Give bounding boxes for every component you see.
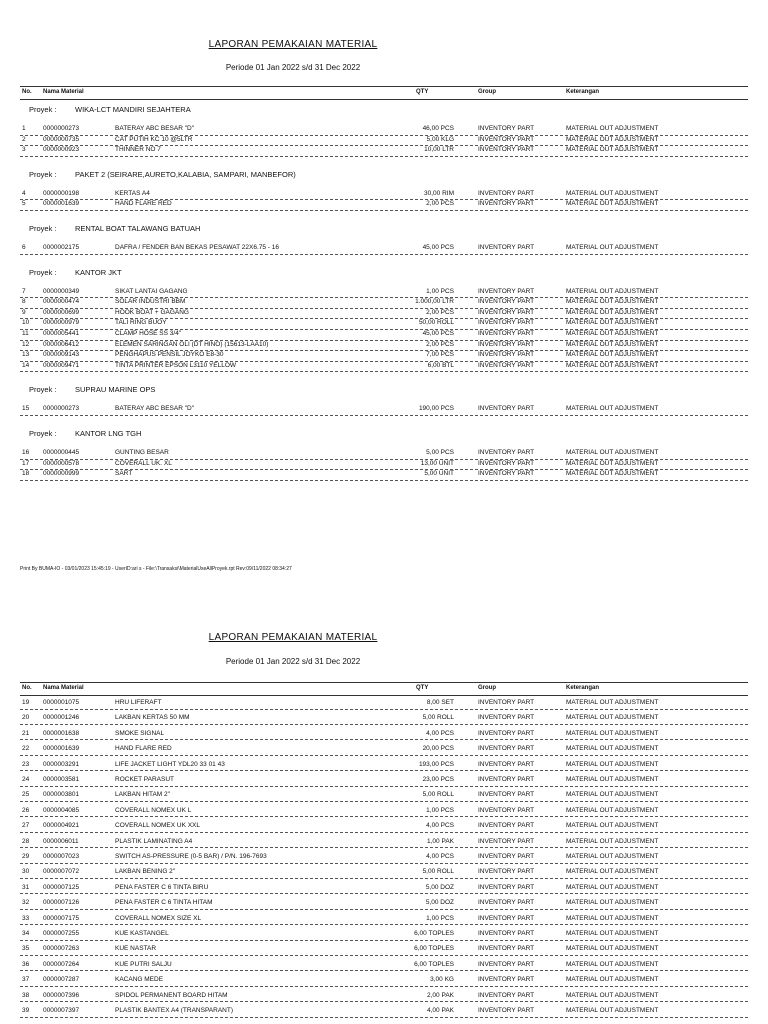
row-no: 20 [22, 714, 30, 722]
row-no: 39 [22, 1007, 30, 1014]
note-value: MATERIAL OUT ADJUSTMENT [566, 340, 659, 348]
row-no: 21 [22, 729, 30, 737]
material-code: 0000007175 [43, 914, 80, 922]
material-code: 0000007264 [43, 960, 80, 968]
qty-value: 5,00 ROLL [422, 868, 454, 876]
table-row [20, 837, 748, 849]
material-code: 0000007255 [43, 930, 80, 937]
material-name: ROCKET PARASUT [115, 776, 174, 783]
table-header [20, 86, 748, 100]
material-code: 0000009143 [43, 351, 80, 359]
row-no: 38 [22, 991, 30, 999]
material-name: HAND FLARE RED [115, 745, 172, 753]
material-name: KERTAS A4 [115, 189, 150, 197]
row-no: 8 [22, 298, 26, 306]
note-value: MATERIAL OUT ADJUSTMENT [566, 868, 659, 876]
group-value: INVENTORY PART [478, 776, 535, 783]
qty-value: 193,00 PCS [418, 760, 454, 768]
report-period: Periode 01 Jan 2022 s/d 31 Dec 2022 [225, 63, 361, 72]
qty-value: 13,00 UNIT [420, 459, 454, 467]
qty-value: 4,00 PCS [426, 822, 454, 830]
note-value: MATERIAL OUT ADJUSTMENT [566, 319, 659, 327]
material-name: PLASTIK LAMINATING A4 [115, 837, 193, 845]
print-footer: Print By BUMA-IO - 03/01/2023 15:45:19 - UserID:ari s - File:\Transaksi\MaterialUseAllProyek.rpt Rev:09/11/2022 08:34:27 [20, 566, 292, 572]
project-heading [29, 105, 191, 114]
project-name: KANTOR JKT [75, 267, 122, 277]
qty-value: 5,00 ROLL [422, 791, 454, 799]
group-value: INVENTORY PART [478, 822, 535, 830]
material-code: 0000007397 [43, 1007, 80, 1014]
table-row [20, 944, 748, 956]
qty-value: 2,00 PCS [426, 308, 454, 316]
table-row [20, 361, 748, 373]
material-code: 0000000578 [43, 459, 80, 467]
row-no: 32 [22, 899, 30, 907]
qty-value: 8,00 SET [426, 699, 454, 706]
project-label: Proyek : [29, 224, 57, 233]
table-row [20, 744, 748, 756]
material-name: KUE NASTAR [115, 945, 157, 953]
group-value: INVENTORY PART [478, 791, 535, 799]
note-value: MATERIAL OUT ADJUSTMENT [566, 189, 659, 197]
table-row [20, 852, 748, 864]
col-note-header: Keterangan [566, 89, 600, 95]
row-no: 14 [22, 361, 30, 369]
row-no: 1 [22, 125, 26, 132]
row-no: 28 [22, 837, 30, 845]
col-name-header: Nama Material [43, 89, 84, 95]
qty-value: 20,00 PCS [422, 745, 454, 753]
table-row [20, 821, 748, 833]
group-value: INVENTORY PART [478, 287, 535, 295]
group-value: INVENTORY PART [478, 330, 535, 337]
group-value: INVENTORY PART [478, 991, 535, 999]
material-name: SIKAT LANTAI GAGANG [115, 287, 188, 295]
material-code: 0000001246 [43, 714, 80, 722]
col-qty-header: QTY [416, 89, 429, 95]
material-code: 0000000979 [43, 319, 80, 327]
material-code: 0000006011 [43, 837, 79, 845]
material-code: 0000000198 [43, 189, 80, 197]
qty-value: 45,00 PCS [422, 244, 454, 251]
row-no: 2 [22, 135, 26, 143]
material-name: LIFE JACKET LIGHT YDL20 33 01 43 [115, 760, 225, 768]
material-code: 0000007263 [43, 945, 80, 953]
row-no: 35 [22, 945, 30, 953]
table-header [20, 682, 748, 696]
table-row [20, 867, 748, 879]
qty-value: 2,00 PCS [426, 340, 454, 348]
table-row [20, 975, 748, 987]
qty-value: 6,00 TOPLES [414, 930, 454, 937]
material-name: BATERAY ABC BESAR "D" [115, 405, 195, 413]
material-name: COVERALL NOMEX UK XXL [115, 822, 201, 830]
note-value: MATERIAL OUT ADJUSTMENT [566, 806, 659, 814]
table-row [20, 991, 748, 1003]
row-no: 13 [22, 351, 30, 359]
project-heading [29, 385, 155, 394]
note-value: MATERIAL OUT ADJUSTMENT [566, 745, 659, 753]
report-title: LAPORAN PEMAKAIAN MATERIAL [208, 39, 378, 50]
material-code: 0000000445 [43, 449, 80, 456]
material-code: 0000009471 [43, 361, 80, 369]
material-code: 0000004921 [43, 822, 80, 830]
qty-value: 190,00 PCS [418, 405, 454, 413]
group-value: INVENTORY PART [478, 361, 535, 369]
material-code: 0000003291 [43, 760, 80, 768]
material-name: PENA FASTER C 6 TINTA HITAM [115, 899, 213, 907]
project-label: Proyek : [29, 267, 57, 277]
table-row [20, 760, 748, 772]
project-heading [29, 224, 200, 233]
note-value: MATERIAL OUT ADJUSTMENT [566, 914, 659, 922]
table-row [20, 713, 748, 725]
col-qty-header: QTY [416, 685, 429, 691]
note-value: MATERIAL OUT ADJUSTMENT [566, 287, 659, 295]
material-name: PLASTIK BANTEX A4 (TRANSPARANT) [115, 1007, 233, 1014]
note-value: MATERIAL OUT ADJUSTMENT [566, 976, 659, 984]
material-code: 0000003801 [43, 791, 80, 799]
note-value: MATERIAL OUT ADJUSTMENT [566, 125, 659, 132]
qty-value: 6,00 BTL [427, 361, 454, 369]
project-label: Proyek : [29, 429, 57, 438]
note-value: MATERIAL OUT ADJUSTMENT [566, 1007, 659, 1014]
material-name: SMOKE SIGNAL [115, 729, 165, 737]
row-no: 37 [22, 976, 30, 984]
note-value: MATERIAL OUT ADJUSTMENT [566, 960, 659, 968]
report-title: LAPORAN PEMAKAIAN MATERIAL [208, 632, 378, 643]
row-no: 25 [22, 791, 30, 799]
group-value: INVENTORY PART [478, 200, 535, 208]
row-no: 33 [22, 914, 30, 922]
material-name: SART [115, 470, 133, 478]
row-no: 7 [22, 287, 26, 295]
material-name: HRU LIFERAFT [115, 699, 162, 706]
material-name: KUE PUTRI SALJU [115, 960, 172, 968]
row-no: 30 [22, 868, 30, 876]
material-code: 0000000735 [43, 135, 80, 143]
note-value: MATERIAL OUT ADJUSTMENT [566, 298, 659, 306]
note-value: MATERIAL OUT ADJUSTMENT [566, 330, 659, 337]
group-value: INVENTORY PART [478, 837, 535, 845]
project-name: PAKET 2 (SEIRARE,AURETO,KALABIA, SAMPARI, MANBEFOR) [75, 169, 296, 179]
row-no: 36 [22, 960, 30, 968]
material-code: 0000005441 [43, 330, 80, 337]
qty-value: 2,00 PCS [426, 200, 454, 208]
group-value: INVENTORY PART [478, 319, 535, 327]
table-row [20, 790, 748, 802]
project-name: WIKA-LCT MANDIRI SEJAHTERA [75, 105, 191, 114]
qty-value: 45,00 PCS [422, 330, 454, 337]
table-row [20, 199, 748, 211]
table-row [20, 145, 748, 157]
qty-value: 50,00 ROLL [418, 319, 454, 327]
col-name-header: Nama Material [43, 685, 84, 691]
note-value: MATERIAL OUT ADJUSTMENT [566, 760, 659, 768]
note-value: MATERIAL OUT ADJUSTMENT [566, 351, 659, 359]
project-name: SUPRAU MARINE OPS [75, 385, 156, 395]
table-row [20, 929, 748, 941]
group-value: INVENTORY PART [478, 470, 535, 478]
group-value: INVENTORY PART [478, 298, 535, 306]
qty-value: 5,00 UNIT [424, 470, 454, 478]
note-value: MATERIAL OUT ADJUSTMENT [566, 930, 659, 937]
group-value: INVENTORY PART [478, 945, 535, 953]
group-value: INVENTORY PART [478, 806, 535, 814]
note-value: MATERIAL OUT ADJUSTMENT [566, 714, 659, 722]
table-row [20, 775, 748, 787]
material-name: KUE KASTANGEL [115, 930, 169, 937]
note-value: MATERIAL OUT ADJUSTMENT [566, 200, 659, 208]
col-no-header: No. [22, 89, 32, 95]
material-code: 0000007125 [43, 883, 80, 891]
project-label: Proyek : [29, 105, 57, 114]
group-value: INVENTORY PART [478, 1007, 535, 1014]
material-code: 0000000474 [43, 298, 80, 306]
material-code: 0000007126 [43, 899, 80, 907]
group-value: INVENTORY PART [478, 699, 535, 706]
table-row [20, 883, 748, 895]
qty-value: 7,00 PCS [426, 351, 454, 359]
note-value: MATERIAL OUT ADJUSTMENT [566, 135, 659, 143]
table-row [20, 729, 748, 741]
material-name: PENGHAPUS PENSIL JOYKO E8-30 [115, 351, 224, 359]
row-no: 31 [22, 883, 30, 891]
row-no: 18 [22, 470, 30, 478]
qty-value: 5,00 ROLL [422, 714, 454, 722]
material-name: PENA FASTER C 6 TINTA BIRU [115, 883, 209, 891]
group-value: INVENTORY PART [478, 459, 535, 467]
table-row [20, 243, 748, 255]
group-value: INVENTORY PART [478, 729, 535, 737]
material-name: KACANG MEDE [115, 976, 164, 984]
table-row [20, 914, 748, 926]
material-code: 0000000923 [43, 146, 80, 154]
row-no: 3 [22, 146, 26, 154]
qty-value: 1,00 PAK [427, 837, 454, 845]
table-row [20, 698, 748, 710]
note-value: MATERIAL OUT ADJUSTMENT [566, 146, 659, 154]
note-value: MATERIAL OUT ADJUSTMENT [566, 308, 659, 316]
note-value: MATERIAL OUT ADJUSTMENT [566, 945, 659, 953]
row-no: 5 [22, 200, 26, 208]
material-name: COVERALL UK. XL [115, 459, 172, 467]
material-code: 0000004085 [43, 806, 80, 814]
row-no: 16 [22, 449, 30, 456]
material-code: 0000002175 [43, 244, 80, 251]
material-name: COVERALL NOMEX SIZE XL [115, 914, 202, 922]
material-name: CAT PUTIH KC 10 @5LTR [115, 135, 193, 143]
qty-value: 23,00 PCS [422, 776, 454, 783]
material-code: 0000000273 [43, 125, 80, 132]
qty-value: 5,00 DOZ [425, 899, 454, 907]
material-name: ELEMEN SARINGAN OLI (DT HINO) (15613-LAA10) [115, 340, 269, 348]
material-name: COVERALL NOMEX UK L [115, 806, 192, 814]
row-no: 26 [22, 806, 30, 814]
group-value: INVENTORY PART [478, 760, 535, 768]
qty-value: 5,00 KLG [426, 135, 454, 143]
material-code: 0000000699 [43, 308, 80, 316]
note-value: MATERIAL OUT ADJUSTMENT [566, 837, 659, 845]
material-code: 0000001638 [43, 729, 80, 737]
row-no: 29 [22, 853, 30, 860]
material-name: HOOK BOAT + GAGANG [115, 308, 189, 316]
qty-value: 1,00 PCS [426, 914, 454, 922]
group-value: INVENTORY PART [478, 351, 535, 359]
table-row [20, 1006, 748, 1018]
row-no: 27 [22, 822, 30, 830]
group-value: INVENTORY PART [478, 449, 535, 456]
material-code: 0000007023 [43, 853, 80, 860]
material-name: CLAMP HOSE SS 3/4" [115, 330, 182, 337]
group-value: INVENTORY PART [478, 883, 535, 891]
material-name: SPIDOL PERMANENT BOARD HITAM [115, 991, 228, 999]
note-value: MATERIAL OUT ADJUSTMENT [566, 899, 659, 907]
table-row [20, 404, 748, 416]
group-value: INVENTORY PART [478, 146, 535, 154]
material-name: LAKBAN BENING 2" [115, 868, 176, 876]
qty-value: 10,00 LTR [424, 146, 454, 154]
qty-value: 5,00 DOZ [425, 883, 454, 891]
table-row [20, 960, 748, 972]
project-name: RENTAL BOAT TALAWANG BATUAH [75, 224, 201, 233]
group-value: INVENTORY PART [478, 405, 535, 413]
qty-value: 5,00 PCS [426, 449, 454, 456]
group-value: INVENTORY PART [478, 244, 535, 251]
material-code: 0000007287 [43, 976, 80, 984]
qty-value: 4,00 PCS [426, 729, 454, 737]
col-group-header: Group [478, 685, 496, 691]
material-code: 0000007396 [43, 991, 80, 999]
material-name: BATERAY ABC BESAR "D" [115, 125, 195, 132]
group-value: INVENTORY PART [478, 189, 535, 197]
note-value: MATERIAL OUT ADJUSTMENT [566, 405, 659, 413]
material-code: 0000000999 [43, 470, 80, 478]
group-value: INVENTORY PART [478, 308, 535, 316]
note-value: MATERIAL OUT ADJUSTMENT [566, 791, 659, 799]
group-value: INVENTORY PART [478, 930, 535, 937]
qty-value: 2,00 PAK [427, 991, 454, 999]
row-no: 6 [22, 244, 26, 251]
material-name: SWITCH AS-PRESSURE (0-5 BAR) / P/N. 196-7693 [115, 853, 267, 860]
project-label: Proyek : [29, 169, 57, 179]
project-heading [29, 429, 141, 438]
row-no: 12 [22, 340, 30, 348]
material-code: 0000006412 [43, 340, 80, 348]
material-code: 0000000349 [43, 287, 80, 295]
group-value: INVENTORY PART [478, 745, 535, 753]
note-value: MATERIAL OUT ADJUSTMENT [566, 361, 659, 369]
col-group-header: Group [478, 89, 496, 95]
note-value: MATERIAL OUT ADJUSTMENT [566, 991, 659, 999]
material-code: 0000000273 [43, 405, 80, 413]
qty-value: 1.000,00 LTR [415, 298, 454, 306]
qty-value: 4,00 PCS [426, 853, 454, 860]
qty-value: 1,00 PCS [426, 287, 454, 295]
material-code: 0000003581 [43, 776, 80, 783]
row-no: 10 [22, 319, 30, 327]
table-row [20, 806, 748, 818]
note-value: MATERIAL OUT ADJUSTMENT [566, 822, 659, 830]
report-period: Periode 01 Jan 2022 s/d 31 Dec 2022 [225, 657, 361, 666]
qty-value: 1,00 PCS [426, 806, 454, 814]
note-value: MATERIAL OUT ADJUSTMENT [566, 883, 659, 891]
group-value: INVENTORY PART [478, 914, 535, 922]
material-name: LAKBAN KERTAS 50 MM [115, 714, 190, 722]
material-name: SOLAR INDUSTRI BBM [115, 298, 186, 306]
table-row [20, 898, 748, 910]
project-name: KANTOR LNG TGH [75, 429, 142, 438]
note-value: MATERIAL OUT ADJUSTMENT [566, 244, 659, 251]
qty-value: 4,00 PAK [427, 1007, 454, 1014]
qty-value: 46,00 PCS [422, 125, 454, 132]
group-value: INVENTORY PART [478, 899, 535, 907]
note-value: MATERIAL OUT ADJUSTMENT [566, 699, 659, 706]
material-name: GUNTING BESAR [115, 449, 169, 456]
table-row [20, 469, 748, 481]
group-value: INVENTORY PART [478, 340, 535, 348]
group-value: INVENTORY PART [478, 125, 535, 132]
row-no: 22 [22, 745, 30, 753]
note-value: MATERIAL OUT ADJUSTMENT [566, 459, 659, 467]
row-no: 9 [22, 308, 26, 316]
row-no: 34 [22, 930, 30, 937]
group-value: INVENTORY PART [478, 960, 535, 968]
row-no: 24 [22, 776, 30, 783]
project-heading [29, 268, 122, 277]
material-code: 0000007072 [43, 868, 80, 876]
col-note-header: Keterangan [566, 685, 600, 691]
row-no: 11 [22, 330, 29, 337]
row-no: 19 [22, 699, 30, 706]
group-value: INVENTORY PART [478, 135, 535, 143]
group-value: INVENTORY PART [478, 976, 535, 984]
qty-value: 30,00 RIM [424, 189, 454, 197]
material-code: 0000001639 [43, 200, 80, 208]
material-name: TINTA PRINTER EPSON L3110 YELLOW [115, 361, 237, 369]
material-name: DAFRA / FENDER BAN BEKAS PESAWAT 22X6.75 - 16 [115, 244, 280, 251]
material-name: HAND FLARE RED [115, 200, 172, 208]
note-value: MATERIAL OUT ADJUSTMENT [566, 449, 659, 456]
group-value: INVENTORY PART [478, 868, 535, 876]
row-no: 4 [22, 189, 26, 197]
row-no: 15 [22, 405, 30, 413]
project-heading [29, 170, 296, 179]
note-value: MATERIAL OUT ADJUSTMENT [566, 729, 659, 737]
group-value: INVENTORY PART [478, 714, 535, 722]
material-name: TALI RING BUOY [115, 319, 167, 327]
material-code: 0000001075 [43, 699, 80, 706]
col-no-header: No. [22, 685, 32, 691]
qty-value: 6,00 TOPLES [414, 960, 454, 968]
row-no: 23 [22, 760, 30, 768]
note-value: MATERIAL OUT ADJUSTMENT [566, 853, 659, 860]
note-value: MATERIAL OUT ADJUSTMENT [566, 470, 659, 478]
material-name: LAKBAN HITAM 2" [115, 791, 170, 799]
project-label: Proyek : [29, 385, 57, 395]
note-value: MATERIAL OUT ADJUSTMENT [566, 776, 659, 783]
group-value: INVENTORY PART [478, 853, 535, 860]
row-no: 17 [22, 459, 30, 467]
qty-value: 6,00 TOPLES [414, 945, 454, 953]
material-name: THINNER NO 7 [115, 146, 161, 154]
qty-value: 3,00 KG [430, 976, 454, 984]
material-code: 0000001639 [43, 745, 80, 753]
